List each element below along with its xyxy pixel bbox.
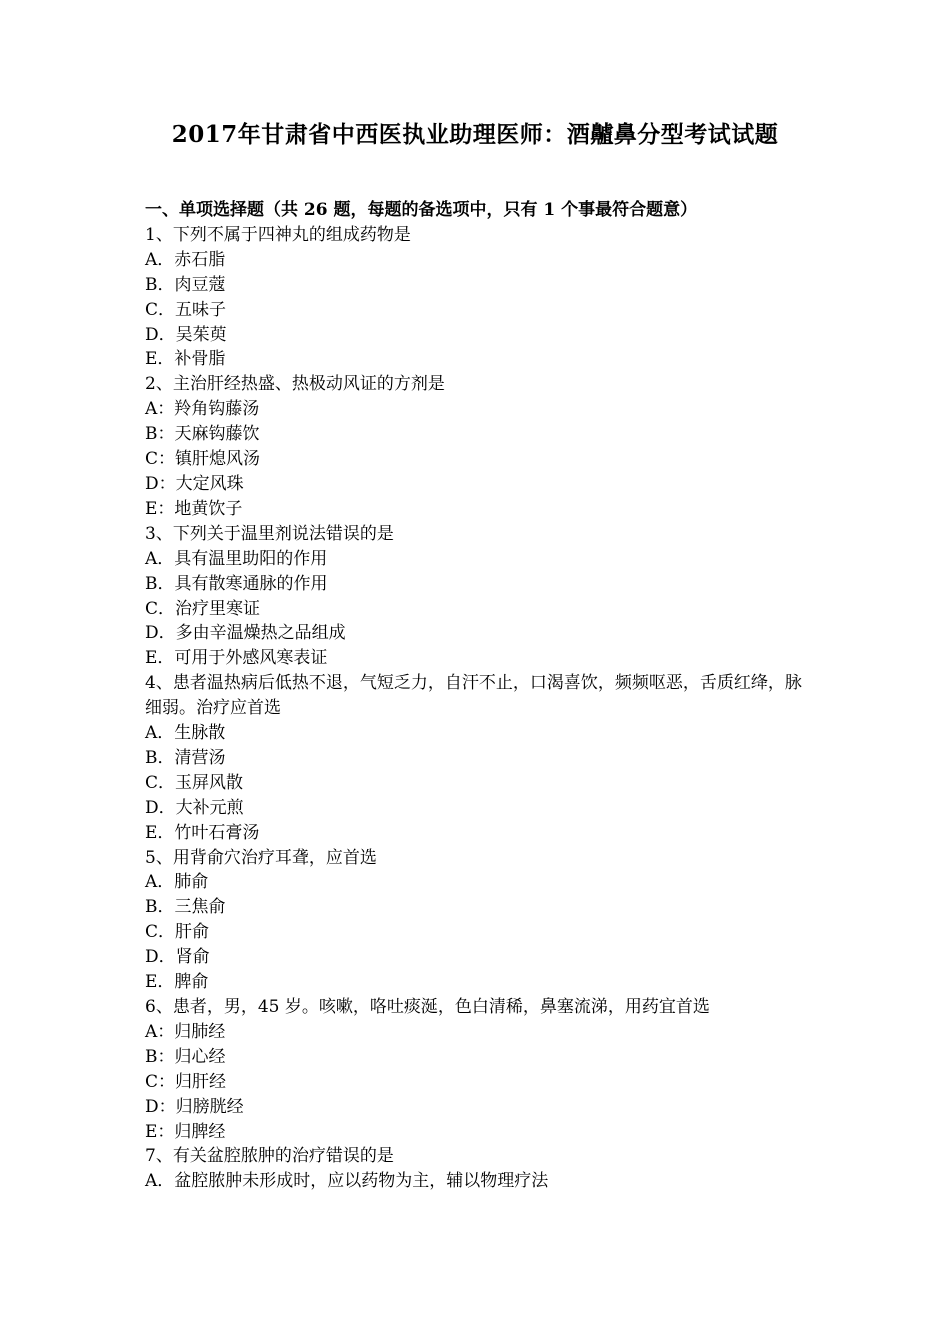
option-d: D．肾俞 [145, 947, 210, 968]
option-e: E．脾俞 [145, 972, 209, 993]
document-title: 2017年甘肃省中西医执业助理医师：酒齇鼻分型考试试题 [171, 121, 779, 148]
option-a: A．具有温里助阳的作用 [145, 548, 328, 569]
question-7 [145, 1144, 810, 1194]
option-a: A．肺俞 [145, 872, 209, 893]
question-3 [145, 522, 810, 671]
question-4 [145, 671, 810, 845]
option-c: C：镇肝熄风汤 [145, 449, 261, 470]
option-d: D．大补元煎 [145, 797, 244, 818]
question-stem: 7、有关盆腔脓肿的治疗错误的是 [145, 1146, 394, 1167]
document-body [145, 198, 810, 1194]
option-d: D．吴茱萸 [145, 324, 227, 345]
option-b: B：归心经 [145, 1046, 226, 1067]
option-e: E：归脾经 [145, 1121, 226, 1142]
option-b: B．肉豆蔻 [145, 274, 226, 295]
question-stem: 6、患者，男，45 岁。咳嗽，咯吐痰涎，色白清稀，鼻塞流涕，用药宜首选 [145, 997, 710, 1017]
option-e: E．竹叶石膏汤 [145, 822, 260, 843]
option-b: B．三焦俞 [145, 897, 226, 918]
option-c: C．治疗里寒证 [145, 598, 261, 619]
question-6 [145, 995, 810, 1144]
option-a: A：归肺经 [145, 1021, 226, 1042]
section-heading: 一、单项选择题（共 26 题，每题的备选项中，只有 1 个事最符合题意） [145, 200, 698, 220]
question-1 [145, 223, 810, 372]
question-stem: 4、患者温热病后低热不退，气短乏力，自汗不止，口渴喜饮，频频呕恶，舌质红绛，脉细弱。治疗应首选 [145, 673, 802, 719]
question-stem: 1、下列不属于四神丸的组成药物是 [145, 224, 411, 245]
question-5 [145, 846, 810, 995]
option-c: C．玉屏风散 [145, 772, 244, 793]
option-b: B．清营汤 [145, 747, 226, 768]
option-d: D：大定风珠 [145, 473, 244, 494]
option-c: C．肝俞 [145, 922, 210, 943]
option-a: A：羚角钩藤汤 [145, 399, 260, 420]
option-e: E：地黄饮子 [145, 498, 243, 519]
question-2 [145, 372, 810, 521]
option-d: D：归膀胱经 [145, 1096, 244, 1117]
option-c: C：归肝经 [145, 1071, 227, 1092]
option-b: B．具有散寒通脉的作用 [145, 573, 328, 594]
option-a: A．盆腔脓肿未形成时，应以药物为主，辅以物理疗法 [145, 1171, 549, 1192]
option-a: A．生脉散 [145, 723, 226, 744]
question-stem: 2、主治肝经热盛、热极动风证的方剂是 [145, 374, 445, 395]
option-d: D．多由辛温燥热之品组成 [145, 623, 346, 644]
question-stem: 3、下列关于温里剂说法错误的是 [145, 523, 394, 544]
option-e: E．补骨脂 [145, 349, 226, 370]
question-stem: 5、用背俞穴治疗耳聋，应首选 [145, 847, 377, 868]
option-a: A．赤石脂 [145, 249, 226, 270]
option-e: E．可用于外感风寒表证 [145, 648, 328, 669]
option-b: B：天麻钩藤饮 [145, 424, 260, 445]
option-c: C．五味子 [145, 299, 227, 320]
